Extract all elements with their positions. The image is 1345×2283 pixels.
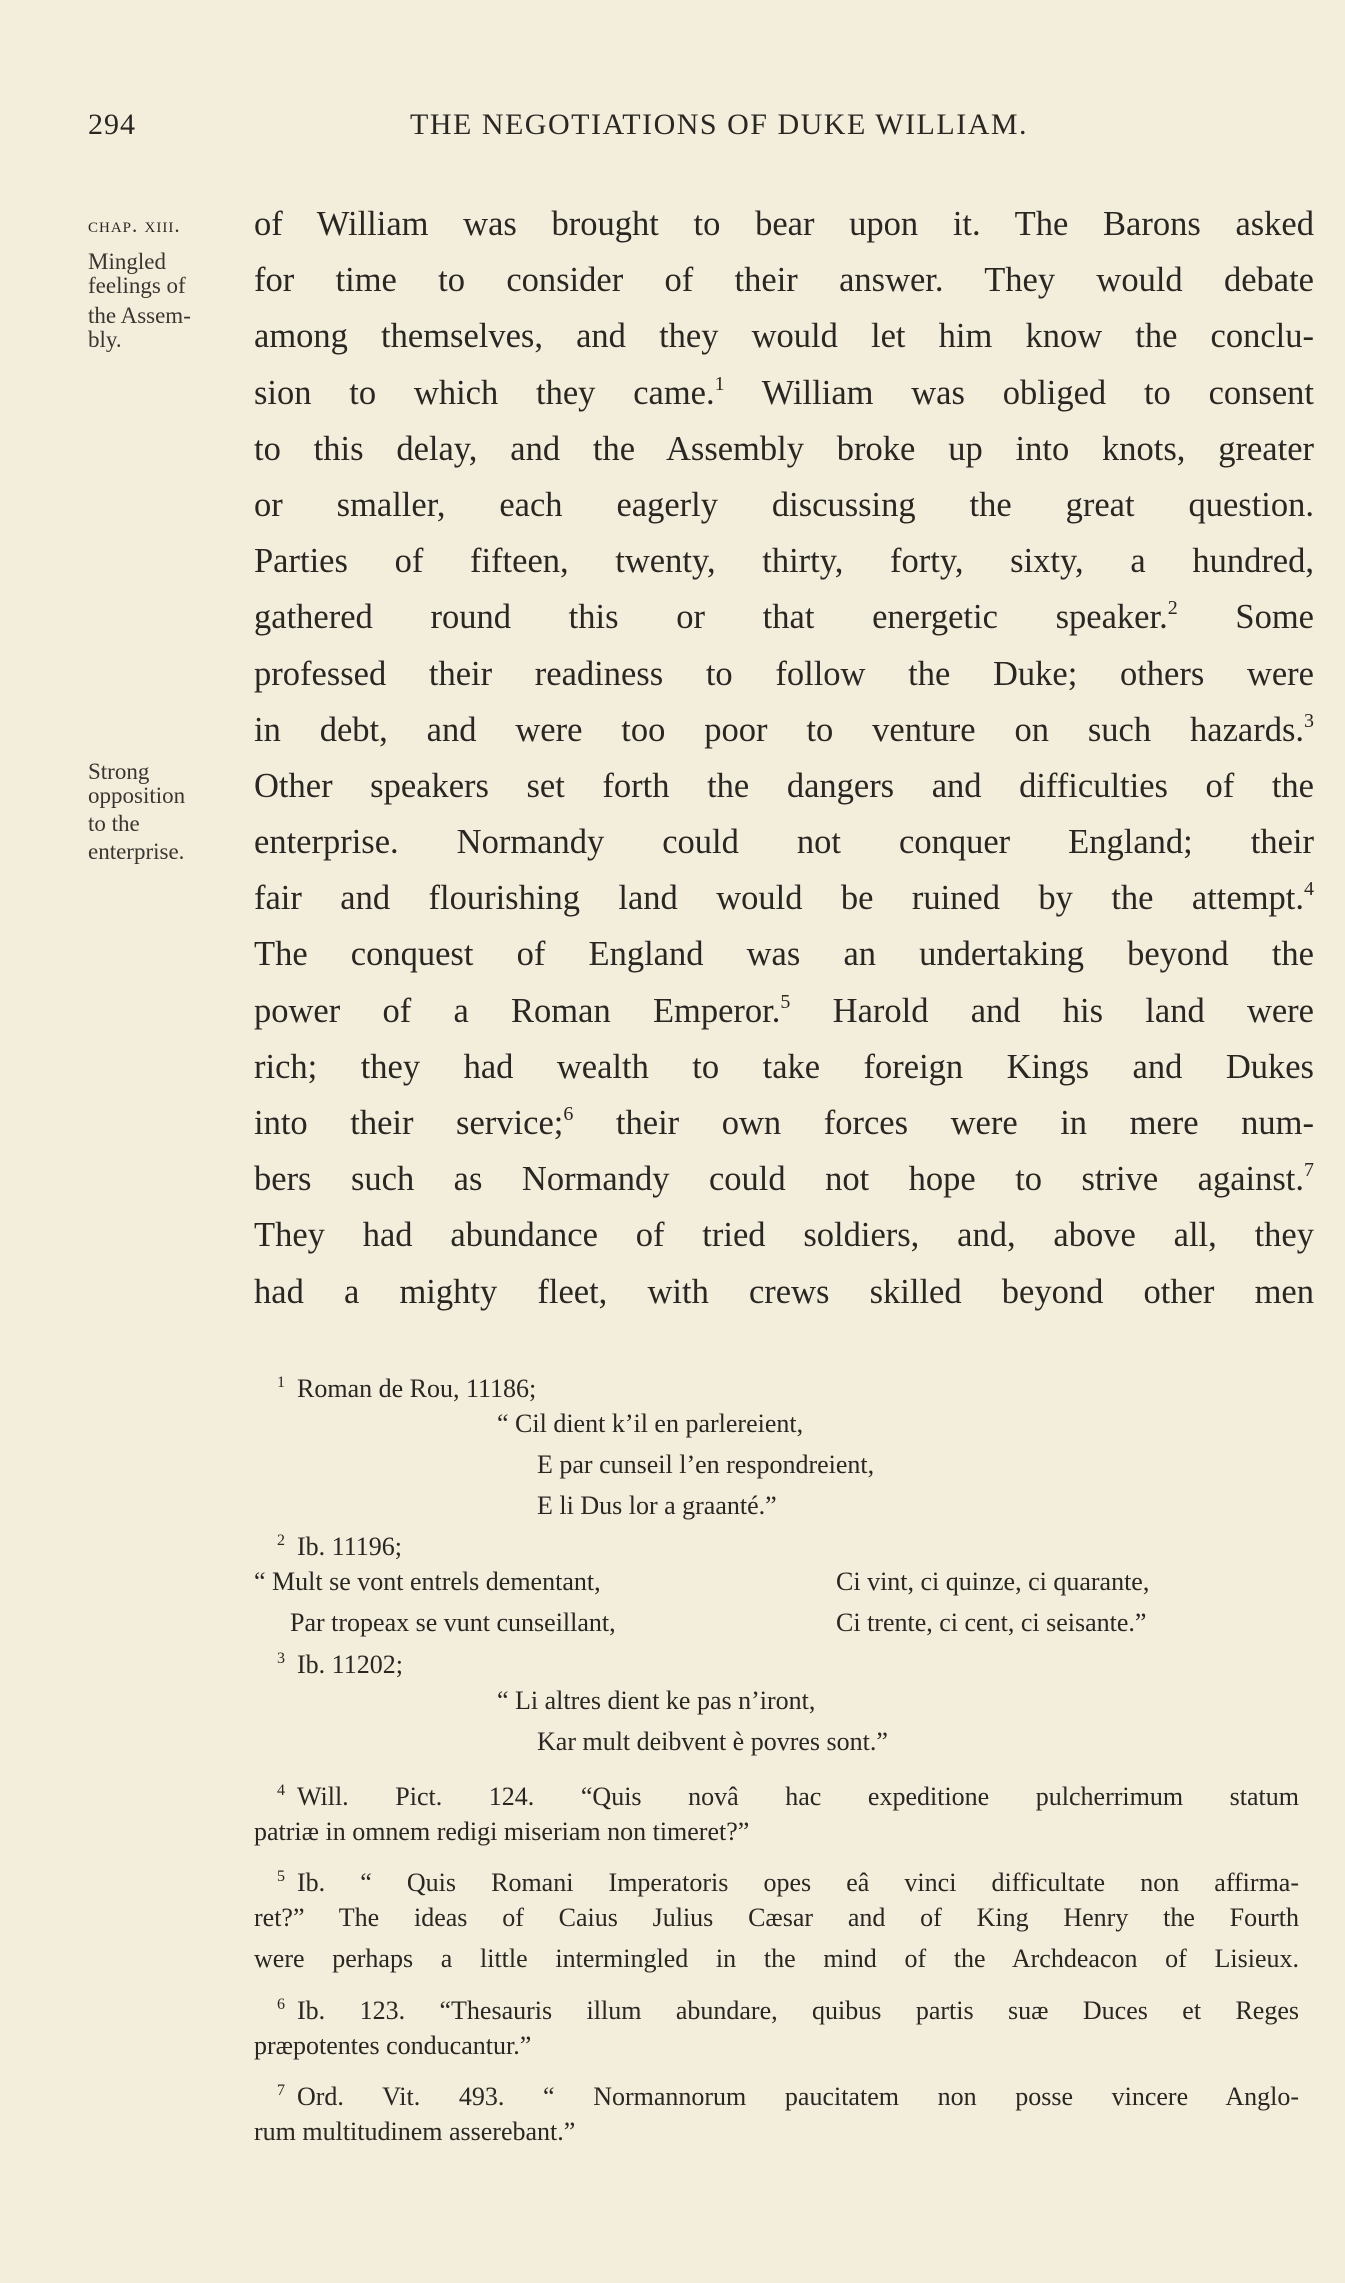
margin-note-line: feelings of [88,273,186,298]
body-line: sion to which they came.$^1$ William was obliged to consent [254,372,1314,412]
body-line: into their service;$^6$ their own forces were in mere num- [254,1103,1314,1142]
footnote-ref: 1 [714,372,725,395]
margin-note-line: bly. [88,327,122,352]
running-head [88,108,1308,148]
chapter-label: chap. xiii. [88,213,181,237]
footnote-7: $^7$ Ord. Vit. 493. “ Normannorum paucitatem non posse vincere Anglo- [277,2082,1299,2111]
margin-note-line: opposition [88,783,186,808]
body-line: bers such as Normandy could not hope to strive against.$^7$ [254,1159,1314,1199]
body-line: They had abundance of tried soldiers, and, above all, they [254,1216,1314,1255]
footnote-3-verse: Kar mult deibvent è povres sont.” [537,1727,888,1756]
margin-note-line: the Assem- [88,303,191,328]
footnote-1-verse: E par cunseil l’en respondreient, [537,1450,875,1479]
footnote-3-verse: “ Li altres dient ke pas n’iront, [497,1686,816,1715]
body-line: enterprise. Normandy could not conquer England; their [254,823,1314,862]
body-line: power of a Roman Emperor.$^5$ Harold and his land were [254,990,1314,1030]
body-line: among themselves, and they would let him know the conclu- [254,317,1314,356]
footnote-2-verse-right: Ci vint, ci quinze, ci quarante, [836,1567,1150,1596]
margin-note-line: Mingled [88,249,166,274]
margin-note-line: enterprise. [88,839,185,864]
footnote-ref: 7 [1304,1159,1314,1182]
footnote-ref: 5 [780,990,791,1013]
footnote-ref: 6 [563,1103,574,1125]
body-line: of William was brought to bear upon it. The Barons asked [254,205,1314,243]
body-line: to this delay, and the Assembly broke up into knots, greater [254,429,1314,468]
footnote-5-cont: ret?” The ideas of Caius Julius Cæsar and of King Henry the Fourth [254,1903,1299,1932]
body-line: gathered round this or that energetic speaker.$^2$ Some [254,597,1314,637]
footnote-5: $^5$ Ib. “ Quis Romani Imperatoris opes eâ vinci difficultate non affirma- [277,1868,1299,1897]
page-number: 294 [88,108,136,141]
footnote-ref: 2 [1167,597,1178,620]
body-text [254,196,1314,1320]
footnote-ref: 4 [1304,878,1314,901]
body-line: in debt, and were too poor to venture on such hazards.$^3$ [254,709,1314,749]
body-line: Other speakers set forth the dangers and difficulties of the [254,766,1314,805]
body-line: professed their readiness to follow the Duke; others were [254,654,1314,693]
running-title: THE NEGOTIATIONS OF DUKE WILLIAM. [410,108,1029,141]
footnote-5-cont: were perhaps a little intermingled in the mind of the Archdeacon of Lisieux. [254,1944,1299,1973]
footnote-4: $^4$ Will. Pict. 124. “Quis novâ hac expeditione pulcherrimum statum [277,1782,1299,1811]
footnote-2-verse-left: “ Mult se vont entrels dementant, [254,1567,601,1596]
body-line: The conquest of England was an undertaking beyond the [254,935,1314,974]
margin-note-line: Strong [88,759,150,784]
body-line: had a mighty fleet, with crews skilled beyond other men [254,1272,1314,1311]
body-line: Parties of fifteen, twenty, thirty, forty, sixty, a hundred, [254,542,1314,581]
footnote-ref: 3 [1304,709,1314,732]
footnote-6: $^6$ Ib. 123. “Thesauris illum abundare, quibus partis suæ Duces et Reges [277,1996,1299,2025]
body-line: rich; they had wealth to take foreign Kings and Dukes [254,1047,1314,1086]
footnote-2-verse-right: Ci trente, ci cent, ci seisante.” [836,1608,1147,1637]
margin-note-line: to the [88,811,140,836]
footnote-1-verse: E li Dus lor a graanté.” [537,1491,777,1520]
body-line: or smaller, each eagerly discussing the great question. [254,485,1314,524]
margin-note-mingled-feelings [88,250,191,352]
body-line: fair and flourishing land would be ruined by the attempt.$^4$ [254,878,1314,918]
body-line: for time to consider of their answer. They would debate [254,261,1314,300]
footnote-3-head: $^3$ Ib. 11202; [277,1650,403,1679]
footnote-2-head: $^2$ Ib. 11196; [277,1532,402,1561]
footnote-1-verse: “ Cil dient k’il en parlereient, [497,1409,804,1438]
footnote-6-cont: præpotentes conducantur.” [254,2031,532,2060]
footnote-1-head: $^1$ Roman de Rou, 11186; [277,1374,537,1403]
margin-note-strong-opposition [88,760,185,864]
footnote-4-cont: patriæ in omnem redigi miseriam non timeret?” [254,1817,750,1846]
footnote-7-cont: rum multitudinem asserebant.” [254,2117,576,2146]
footnote-2-verse-left: Par tropeax se vunt cunseillant, [290,1608,616,1637]
